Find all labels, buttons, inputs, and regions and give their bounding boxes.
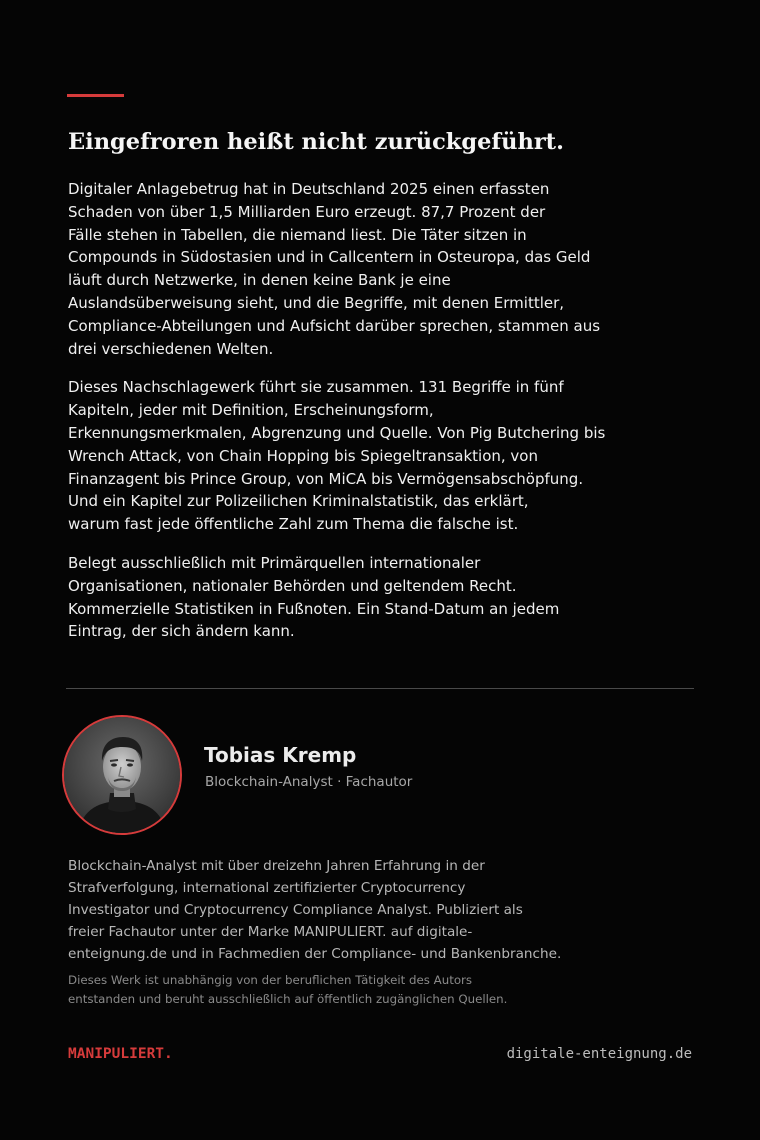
brand-logo: MANIPULIERT. — [68, 1046, 173, 1062]
text-line: Wrench Attack, von Chain Hopping bis Spiegeltransaktion, von — [68, 446, 538, 465]
text-line: Erkennungsmerkmalen, Abgrenzung und Quelle. Von Pig Butchering bis — [68, 423, 606, 442]
bio-line: Blockchain-Analyst mit über dreizehn Jahren Erfahrung in der — [68, 858, 485, 874]
text-line: Dieses Nachschlagewerk führt sie zusammen. 131 Begriffe in fünf — [68, 378, 564, 397]
body-text — [68, 178, 648, 659]
bio-line: Strafverfolgung, international zertifizierter Cryptocurrency — [68, 880, 466, 896]
text-line: Fälle stehen in Tabellen, die niemand liest. Die Täter sitzen in — [68, 225, 527, 244]
text-line: Organisationen, nationaler Behörden und geltendem Recht. — [68, 576, 517, 595]
text-line: Kommerzielle Statistiken in Fußnoten. Ein Stand-Datum an jedem — [68, 599, 560, 618]
text-line: Digitaler Anlagebetrug hat in Deutschland 2025 einen erfassten — [68, 180, 550, 198]
text-line: Eintrag, der sich ändern kann. — [68, 622, 295, 641]
disclaimer — [68, 971, 628, 1009]
author-portrait-icon — [64, 717, 180, 833]
disclaimer-line: Dieses Werk ist unabhängig von der beruflichen Tätigkeit des Autors — [68, 973, 473, 987]
author-bio — [68, 855, 628, 965]
website-link[interactable]: digitale-enteignung.de — [506, 1046, 692, 1062]
disclaimer-line: entstanden und beruht ausschließlich auf öffentlich zugänglichen Quellen. — [68, 992, 508, 1006]
text-line: Auslandsüberweisung sieht, und die Begriffe, mit denen Ermittler, — [68, 293, 565, 312]
text-line: Schaden von über 1,5 Milliarden Euro erzeugt. 87,7 Prozent der — [68, 202, 546, 221]
bio-line: enteignung.de und in Fachmedien der Compliance- und Bankenbranche. — [68, 946, 562, 962]
author-name: Tobias Kremp — [204, 743, 357, 767]
author-role: Blockchain-Analyst · Fachautor — [205, 774, 413, 790]
text-line: läuft durch Netzwerke, in denen keine Bank je eine — [68, 271, 451, 290]
text-line: Kapiteln, jeder mit Definition, Erscheinungsform, — [68, 401, 434, 420]
paragraph-contents — [68, 376, 648, 536]
text-line: Compliance-Abteilungen und Aufsicht darüber sprechen, stammen aus — [68, 316, 601, 335]
accent-line — [67, 94, 124, 97]
text-line: drei verschiedenen Welten. — [68, 339, 274, 358]
text-line: Finanzagent bis Prince Group, von MiCA bis Vermögensabschöpfung. — [68, 469, 584, 488]
bio-line: freier Fachautor unter der Marke MANIPULIERT. auf digitale- — [68, 924, 473, 940]
text-line: Belegt ausschließlich mit Primärquellen internationaler — [68, 553, 481, 572]
section-divider — [66, 688, 694, 689]
text-line: Compounds in Südostasien und in Callcentern in Osteuropa, das Geld — [68, 248, 591, 267]
text-line: Und ein Kapitel zur Polizeilichen Kriminalstatistik, das erklärt, — [68, 492, 529, 511]
paragraph-intro — [68, 178, 648, 360]
paragraph-sources — [68, 552, 648, 643]
author-avatar — [62, 715, 182, 835]
bio-line: Investigator und Cryptocurrency Compliance Analyst. Publiziert als — [68, 902, 523, 918]
headline: Eingefroren heißt nicht zurückgeführt. — [68, 129, 564, 155]
text-line: warum fast jede öffentliche Zahl zum Thema die falsche ist. — [68, 515, 519, 534]
